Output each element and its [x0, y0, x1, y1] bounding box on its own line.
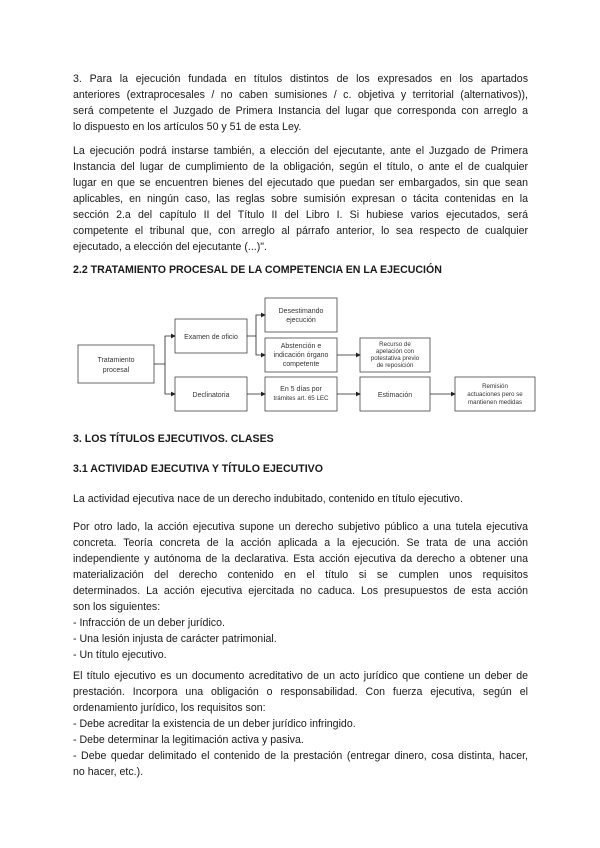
- list-item: - Debe acreditar la existencia de un deber jurídico infringido.: [73, 718, 356, 730]
- diagram-label: indicación órgano: [273, 352, 329, 359]
- text-line: lugar en que se encuentren bienes del ejecutado que puedan ser embargados, sin que sean: [73, 177, 528, 189]
- text-line: será competente el Juzgado de Primera Instancia del lugar que corresponda con arreglo a: [73, 105, 528, 117]
- diagram-label: Declinatoria: [192, 392, 230, 399]
- box-desestimando: [265, 298, 337, 332]
- diagram-label: mantienen medidas: [467, 399, 523, 406]
- list-item: - Un título ejecutivo.: [73, 649, 167, 661]
- text-line: sección 2.a del capítulo II del Título II del Libro I. Si hubiese varios ejecutados, será: [73, 209, 528, 221]
- text-line: Por otro lado, la acción ejecutiva supone un derecho subjetivo público a una tutela ejecutiva: [73, 521, 528, 533]
- paragraph-5: [73, 668, 528, 780]
- section-heading-2-2: 2.2 TRATAMIENTO PROCESAL DE LA COMPETENCIA EN LA EJECUCIÓN: [73, 264, 442, 276]
- text-line: determinados. La acción ejecutiva ejercitada no caduca. Los presupuestos de esta acción: [73, 585, 528, 597]
- text-line: ejecutado, a elección del ejecutante (...)".: [73, 241, 267, 253]
- connector: [154, 336, 175, 364]
- diagram-label: competente: [282, 361, 320, 368]
- diagram-label: trámites art. 65 LEC: [273, 395, 329, 402]
- text-line: concreta. Teoría concreta de la acción aplicada a la ejecución. Se trata de una acción: [73, 537, 528, 549]
- text-line: anteriores (extraprocesales / no caben sumisiones / c. objetiva y territorial (alternativos)),: [73, 89, 528, 101]
- connector: [165, 364, 175, 394]
- diagram-label: Abstención e: [280, 343, 322, 350]
- diagram-label: Tratamiento: [97, 357, 135, 364]
- text-line: prestación. Incorpora una obligación o responsabilidad. Con fuerza ejecutiva, según el: [73, 686, 528, 698]
- text-line: materialización del derecho contenido en el título si se cumplen unos requisitos: [73, 569, 528, 581]
- paragraph-4: [73, 519, 528, 663]
- diagram-label: apelación con: [375, 348, 415, 355]
- diagram-label: Estimación: [377, 392, 413, 399]
- diagram-label: Remisión: [482, 383, 508, 390]
- diagram-label: potestativa previo: [370, 355, 420, 362]
- list-item: - Debe quedar delimitado el contenido de la prestación (entregar dinero, cosa distinta, hacer,: [73, 750, 528, 762]
- text-line: competente el tribunal que, con arreglo al párrafo anterior, lo sea respecto de cualquier: [73, 225, 528, 237]
- diagram-label: En 5 días por: [280, 386, 322, 393]
- box-tratamiento: [78, 345, 154, 383]
- text-line: Instancia del lugar de cumplimiento de la obligación, según el título, o ante el de cualquier: [73, 161, 528, 173]
- box-plazo: [265, 377, 337, 411]
- diagram-label: Recurso de: [379, 341, 411, 348]
- text-line: aplicables, en ningún caso, las reglas sobre sumisión expresan o tácita contenidas en la: [73, 193, 528, 205]
- list-item: - Debe determinar la legitimación activa y pasiva.: [73, 734, 304, 746]
- text-line: La ejecución podrá instarse también, a elección del ejecutante, ante el Juzgado de Primera: [73, 145, 528, 157]
- diagram-label: Desestimando: [278, 308, 324, 315]
- section-heading-3-1: 3.1 ACTIVIDAD EJECUTIVA Y TÍTULO EJECUTIVO: [73, 463, 323, 475]
- connector: [247, 315, 265, 336]
- text-line: lo dispuesto en los artículos 50 y 51 de esta Ley.: [73, 121, 302, 133]
- connector: [256, 336, 265, 355]
- text-line: El título ejecutivo es un documento acreditativo de un acto jurídico que contiene un deber de: [73, 670, 528, 682]
- list-item: - Una lesión injusta de carácter patrimonial.: [73, 633, 277, 645]
- text-line: ordenamiento jurídico, los requisitos son:: [73, 702, 266, 714]
- diagram-label: de reposición: [376, 362, 414, 369]
- diagram-label: Examen de oficio: [184, 334, 238, 341]
- text-line: son los siguientes:: [73, 601, 161, 613]
- list-item: no hacer, etc.).: [73, 766, 144, 778]
- diagram-label: procesal: [102, 367, 130, 374]
- text-line: independiente y autónoma de la declarativa. Esta acción ejecutiva da derecho a obtener una: [73, 553, 528, 565]
- diagram-label: actuaciones pero se: [467, 391, 523, 398]
- diagram-label: ejecución: [286, 317, 316, 324]
- paragraph-3: La actividad ejecutiva nace de un derecho indubitado, contenido en título ejecutivo.: [73, 493, 463, 505]
- list-item: - Infracción de un deber jurídico.: [73, 617, 225, 629]
- text-line: 3. Para la ejecución fundada en títulos distintos de los expresados en los apartados: [73, 73, 528, 85]
- section-heading-3: 3. LOS TÍTULOS EJECUTIVOS. CLASES: [73, 433, 274, 445]
